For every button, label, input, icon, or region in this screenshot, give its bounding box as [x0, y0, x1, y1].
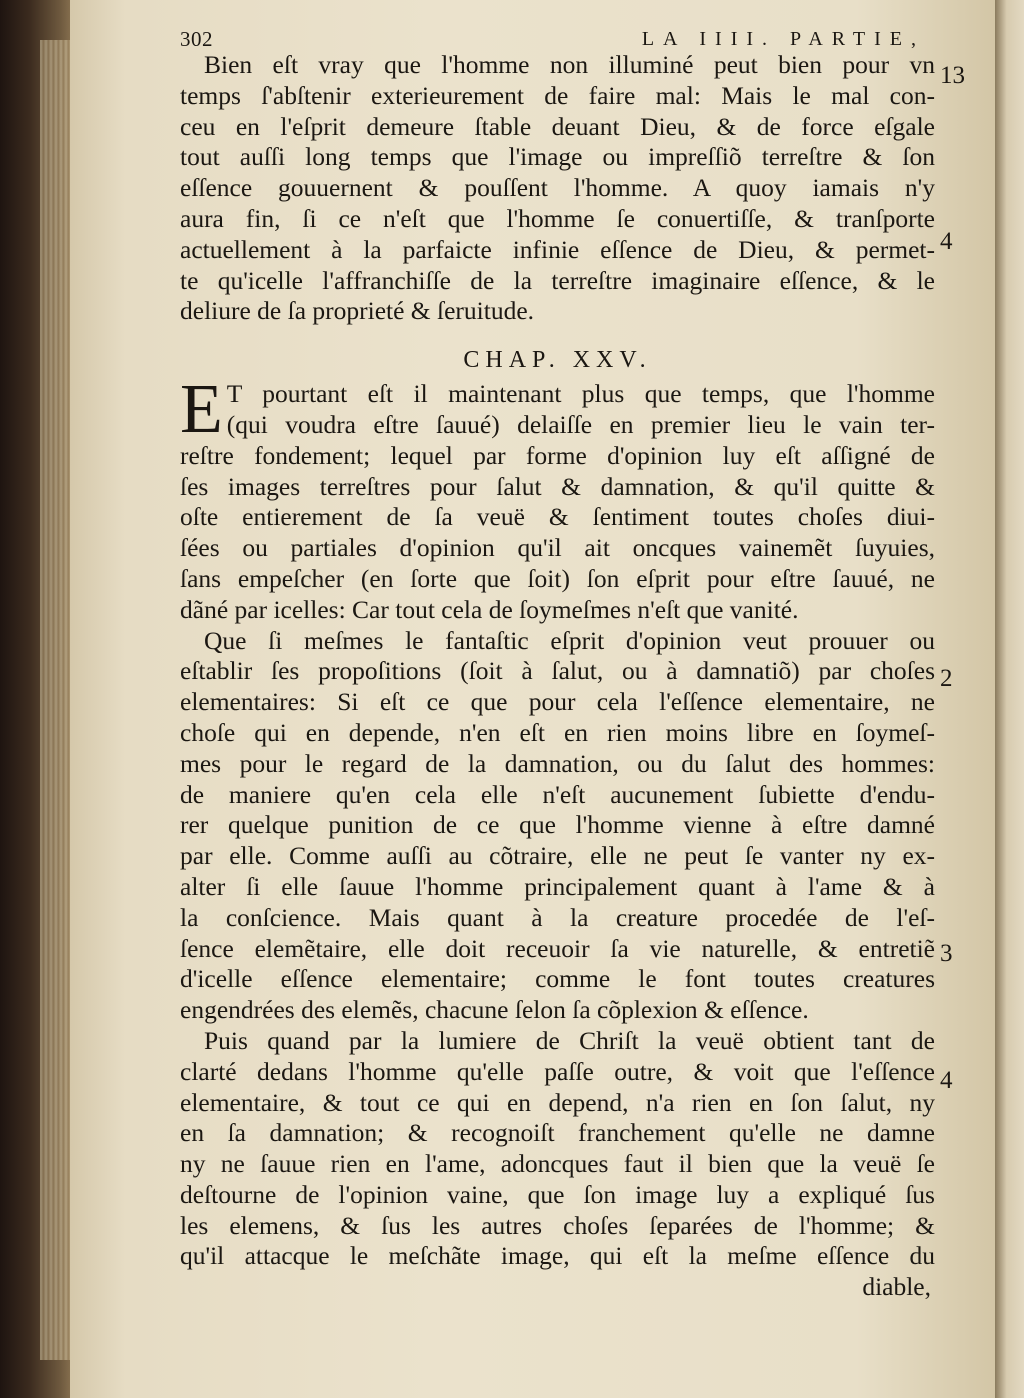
chapter-title: CHAP. XXV.: [463, 347, 652, 374]
catchword: diable,: [862, 1272, 931, 1302]
text-line: ſence elemẽtaire, elle doit receuoir ſa vie naturelle, & entretiẽ: [180, 933, 935, 963]
paragraph-2: [180, 371, 935, 625]
text-line: rer quelque punition de ce que l'homme vienne à eſtre damné: [180, 810, 935, 840]
text-line: Que ſi meſmes le fantaſtic eſprit d'opinion veut prouuer ou: [204, 625, 935, 655]
text-line: aura fin, ſi ce n'eſt que l'homme ſe conuertiſſe, & tranſporte: [180, 203, 935, 233]
drop-cap: E: [180, 371, 223, 449]
text-line: d'icelle eſſence elementaire; comme le font toutes creatures: [180, 964, 935, 994]
text-line: alter ſi elle ſauue l'homme principalement quant à l'ame & à: [180, 871, 935, 901]
page-text: [180, 28, 935, 1303]
text-line: oſte entierement de ſa veuë & ſentiment toutes choſes diui-: [180, 502, 935, 532]
text-line: tout auſſi long temps que l'image ou impreſſiõ terreſtre & ſon: [180, 142, 935, 172]
text-line: par elle. Comme auſſi au cõtraire, elle ne peut ſe vanter ny ex-: [180, 841, 935, 871]
text-line: ſans empeſcher (en ſorte que ſoit) ſon eſprit pour eſtre ſauué, ne: [180, 563, 935, 593]
margin-number: 4: [940, 228, 953, 255]
text-line: la conſcience. Mais quant à la creature procedée de l'eſ-: [180, 902, 935, 932]
text-line: mes pour le regard de la damnation, ou du ſalut des hommes:: [180, 748, 935, 778]
margin-number: 13: [940, 62, 965, 89]
text-line: en ſa damnation; & recognoiſt franchement qu'elle ne damne: [180, 1118, 935, 1148]
text-line: elementaire, & tout ce qui en depend, n'a rien en ſon ſalut, ny: [180, 1087, 935, 1117]
text-line: eſſence gouuernent & pouſſent l'homme. A quoy iamais n'y: [180, 173, 935, 203]
text-line: deliure de ſa proprieté & ſeruitude.: [180, 296, 535, 326]
text-line: T pourtant eſt il maintenant plus que temps, que l'homme: [226, 379, 935, 409]
text-line: engendrées des elemẽs, chacune ſelon ſa cõplexion & eſſence.: [180, 995, 809, 1025]
text-line: elementaires: Si eſt ce que pour cela l'eſſence elementaire, ne: [180, 687, 935, 717]
text-line: les elemens, & ſus les autres choſes ſeparées de l'homme; &: [180, 1210, 935, 1240]
text-line: choſe qui en depende, n'en eſt en rien moins libre en ſoymeſ-: [180, 717, 935, 747]
paragraph-4: [180, 1026, 935, 1303]
paragraph-3: [180, 626, 935, 1026]
text-line: Bien eſt vray que l'homme non illuminé peut bien pour vn: [204, 50, 935, 79]
text-line: de maniere qu'en cela elle n'eſt aucunement ſubiette d'endu-: [180, 779, 935, 809]
margin-number: 3: [940, 940, 953, 967]
text-line: reſtre fondement; lequel par forme d'opinion luy eſt aſſigné de: [180, 440, 935, 470]
running-title: LA IIII. PARTIE,: [641, 28, 925, 50]
text-line: deſtourne de l'opinion vaine, que ſon image luy a expliqué ſus: [180, 1179, 935, 1209]
text-line: ſées ou partiales d'opinion qu'il ait oncques vainemẽt ſuyuies,: [180, 533, 935, 563]
text-line: (qui voudra eſtre ſauué) delaiſſe en premier lieu le vain ter-: [226, 409, 935, 439]
page-number: 302: [180, 27, 213, 51]
facing-page-edge: [995, 0, 1024, 1398]
margin-number: 2: [940, 665, 953, 692]
text-line: Puis quand par la lumiere de Chriſt la veuë obtient tant de: [204, 1025, 935, 1055]
text-line: te qu'icelle l'affranchiſſe de la terreſtre imaginaire eſſence, & le: [180, 265, 935, 295]
running-header: [180, 28, 935, 50]
text-line: dãné par icelles: Car tout cela de ſoymeſmes n'eſt que vanité.: [180, 594, 799, 624]
text-line: clarté dedans l'homme qu'elle paſſe outre, & voit que l'eſſence: [180, 1056, 935, 1086]
text-line: ny ne ſauue rien en l'ame, adoncques faut il bien que la veuë ſe: [180, 1149, 935, 1179]
text-line: actuellement à la parfaicte infinie eſſence de Dieu, & permet-: [180, 234, 935, 264]
text-line: eſtablir ſes propoſitions (ſoit à ſalut, ou à damnatiõ) par choſes: [180, 656, 935, 686]
text-line: ſes images terreſtres pour ſalut & damnation, & qu'il quitte &: [180, 471, 935, 501]
page-edges: [40, 40, 70, 1360]
text-line: temps ſ'abſtenir exterieurement de faire mal: Mais le mal con-: [180, 80, 935, 110]
margin-number: 4: [940, 1067, 953, 1094]
text-line: ceu en l'eſprit demeure ſtable deuant Dieu, & de force eſgale: [180, 111, 935, 141]
paragraph-1: [180, 50, 935, 327]
text-line: qu'il attacque le meſchãte image, qui eſt la meſme eſſence du: [180, 1241, 935, 1271]
